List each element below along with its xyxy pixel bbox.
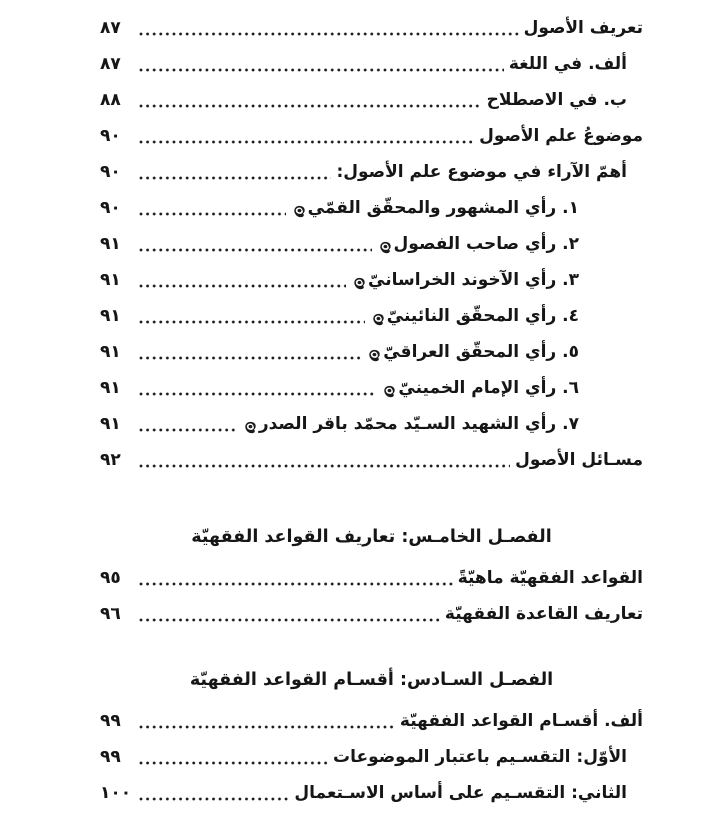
toc-entry	[100, 739, 643, 775]
entry-title: ألف. في اللغة	[508, 54, 627, 74]
page-number: ٩١	[100, 378, 121, 398]
toc-entry	[100, 442, 643, 478]
dotted-leader	[139, 140, 474, 144]
page-number: ٩٥	[100, 568, 121, 588]
page-number: ٩٠	[100, 198, 121, 218]
entry-title: أهمّ الآراء في موضوع علم الأصول:	[336, 162, 627, 182]
toc-entry	[100, 560, 643, 596]
toc-entry	[100, 262, 643, 298]
page-number: ٩١	[100, 270, 121, 290]
page-number: ٨٨	[100, 90, 121, 110]
dotted-leader	[139, 725, 395, 729]
quddisa-sirruh-icon	[244, 421, 257, 434]
toc-entry	[100, 118, 643, 154]
dotted-leader	[139, 582, 453, 586]
dotted-leader	[139, 104, 482, 108]
toc-entry	[100, 10, 643, 46]
page-number: ٩١	[100, 234, 121, 254]
dotted-leader	[139, 284, 346, 288]
quddisa-sirruh-icon	[383, 385, 396, 398]
entry-title: ٢. رأي صاحب الفصول	[393, 234, 579, 254]
toc-section	[100, 662, 643, 811]
toc-entry	[100, 298, 643, 334]
entry-title: ب. في الاصطلاح	[486, 90, 627, 110]
page-number: ٩٠	[100, 162, 121, 182]
page-number: ٩٩	[100, 711, 121, 731]
quddisa-sirruh-icon	[353, 277, 366, 290]
dotted-leader	[139, 320, 365, 324]
page-number: ١٠٠	[100, 783, 132, 803]
entry-title: الأوّل: التقسـيم باعتبار الموضوعات	[333, 747, 627, 767]
toc-section	[100, 10, 643, 478]
page-number: ٩١	[100, 342, 121, 362]
entry-title: ٦. رأي الإمام الخمينيّ	[398, 378, 579, 398]
entry-title: موضوعُ علم الأصول	[479, 126, 643, 146]
dotted-leader	[139, 428, 237, 432]
quddisa-sirruh-icon	[372, 313, 385, 326]
dotted-leader	[139, 356, 361, 360]
entry-title: ١. رأي المشهور والمحقّق القمّي	[307, 198, 579, 218]
entry-title: ألف. أقسـام القواعد الفقهيّة	[399, 711, 643, 731]
page-number: ٩٦	[100, 604, 121, 624]
dotted-leader	[139, 68, 504, 72]
entry-title: مسـائل الأصول	[515, 450, 643, 470]
quddisa-sirruh-icon	[368, 349, 381, 362]
quddisa-sirruh-icon	[379, 241, 392, 254]
page-number: ٩٢	[100, 450, 121, 470]
toc-entry	[100, 334, 643, 370]
entry-title: ٥. رأي المحقّق العراقيّ	[383, 342, 579, 362]
dotted-leader	[139, 32, 519, 36]
toc-section	[100, 519, 643, 632]
dotted-leader	[139, 797, 289, 801]
toc-entry	[100, 226, 643, 262]
entry-title: الثاني: التقسـيم على أساس الاسـتعمال	[294, 783, 627, 803]
page-number: ٨٧	[100, 54, 121, 74]
page-number: ٩١	[100, 306, 121, 326]
chapter-heading: الفصـل الخامـس: تعاريف القواعد الفقهيّة	[191, 527, 552, 547]
dotted-leader	[139, 618, 440, 622]
toc-entry	[100, 703, 643, 739]
entry-title: تعاريف القاعدة الفقهيّة	[444, 604, 643, 624]
page-number: ٩١	[100, 414, 121, 434]
entry-title: ٤. رأي المحقّق النائينيّ	[386, 306, 579, 326]
dotted-leader	[139, 464, 510, 468]
toc-entry	[100, 82, 643, 118]
entry-title: ٧. رأي الشهيد السـيّد محمّد باقر الصدر	[258, 414, 579, 434]
entry-title: تعريف الأصول	[523, 18, 643, 38]
toc-entry	[100, 370, 643, 406]
toc-entry	[100, 596, 643, 632]
chapter-heading: الفصـل السـادس: أقسـام القواعد الفقهيّة	[189, 670, 554, 690]
page-number: ٩٩	[100, 747, 121, 767]
dotted-leader	[139, 176, 331, 180]
dotted-leader	[139, 212, 286, 216]
page-number: ٨٧	[100, 18, 121, 38]
dotted-leader	[139, 392, 376, 396]
entry-title: ٣. رأي الآخوند الخراسانيّ	[368, 270, 579, 290]
dotted-leader	[139, 761, 328, 765]
page-number: ٩٠	[100, 126, 121, 146]
dotted-leader	[139, 248, 372, 252]
toc-entry	[100, 154, 643, 190]
toc-entry	[100, 406, 643, 442]
toc-entry	[100, 46, 643, 82]
toc-entry	[100, 190, 643, 226]
entry-title: القواعد الفقهيّة ماهيّةً	[457, 568, 643, 588]
toc-entry	[100, 775, 643, 811]
quddisa-sirruh-icon	[293, 205, 306, 218]
